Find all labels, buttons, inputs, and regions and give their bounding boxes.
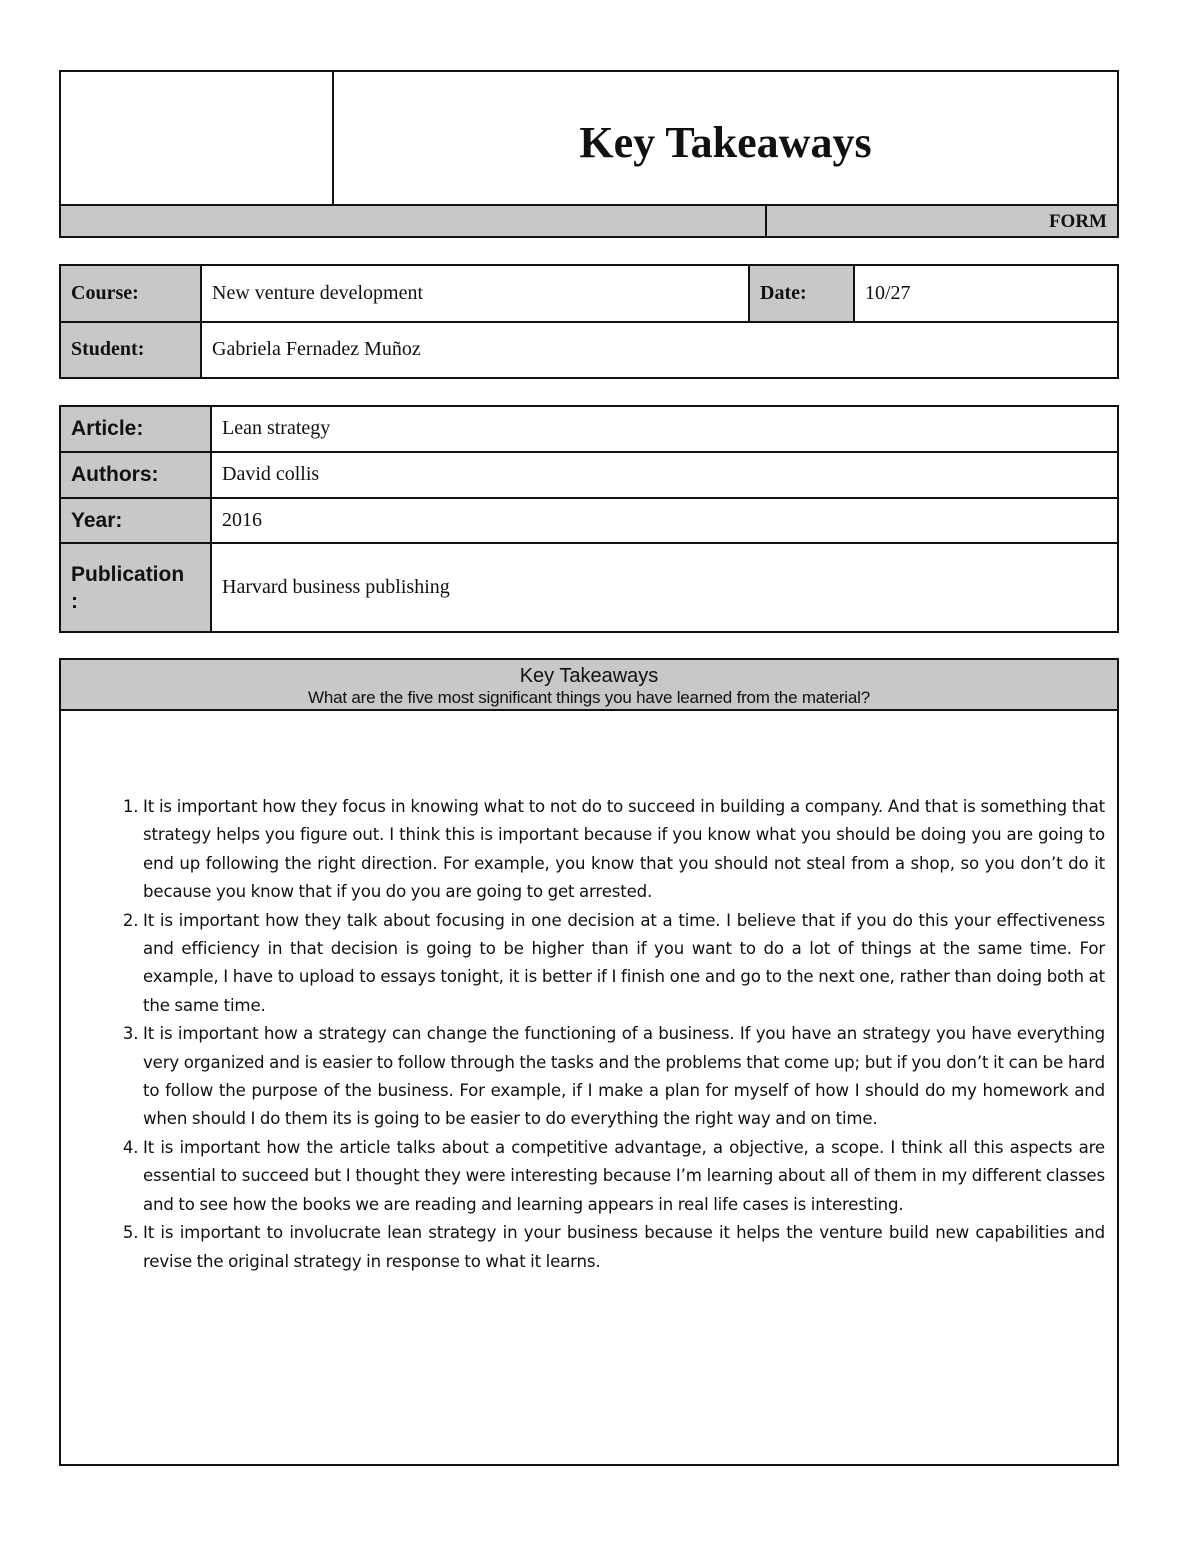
student-value: Gabriela Fernadez Muñoz [201, 322, 1118, 379]
takeaway-item-2: 2. It is important how they talk about focusing in one decision at a time. I believe that if you do this your effectiveness and efficiency in that decision is going to be higher than if you want to do a lot of things at the same time. For example, I have to upload to essays tonight, it is better if I finish one and go to the next one, rather than doing both at the same time. [143, 907, 1105, 1021]
course-info-table [59, 264, 1119, 379]
logo-placeholder [61, 72, 334, 204]
publication-value: Harvard business publishing [211, 543, 1118, 632]
publication-label: Publication : [60, 543, 211, 632]
header-band-left [61, 204, 767, 236]
authors-row [60, 452, 1118, 498]
student-label: Student: [60, 322, 201, 379]
article-label: Article: [60, 406, 211, 452]
page-title: Key Takeaways [579, 117, 872, 167]
page-title-cell [334, 72, 1117, 204]
course-value: New venture development [201, 265, 749, 322]
date-label: Date: [749, 265, 854, 322]
year-row [60, 498, 1118, 544]
takeaways-heading: Key Takeaways [519, 665, 659, 687]
takeaways-header [61, 660, 1117, 711]
authors-value: David collis [211, 452, 1118, 498]
takeaways-question: What are the five most significant things you have learned from the material? [308, 688, 870, 707]
takeaway-item-1: 1. It is important how they focus in knowing what to not do to succeed in building a company. And that is something that strategy helps you figure out. I think this is important because if you know what you should be doing you are going to end up following the right direction. For example, you know that you should not steal from a shop, so you don’t do it because you know that if you do you are going to get arrested. [143, 793, 1105, 907]
takeaways-section [59, 658, 1119, 1466]
article-value: Lean strategy [211, 406, 1118, 452]
takeaways-list [101, 793, 1105, 1276]
course-label: Course: [60, 265, 201, 322]
date-value: 10/27 [854, 265, 1118, 322]
article-info-table [59, 405, 1119, 633]
article-row [60, 406, 1118, 452]
takeaway-item-5: 5. It is important to involucrate lean strategy in your business because it helps the venture build new capabilities and revise the original strategy in response to what it learns. [143, 1219, 1105, 1276]
publication-row [60, 543, 1118, 632]
form-header [59, 70, 1119, 238]
takeaway-item-3: 3. It is important how a strategy can change the functioning of a business. If you have an strategy you have everything very organized and is easier to follow through the tasks and the problems that come up; but if you don’t it can be hard to follow the purpose of the business. For example, if I make a plan for myself of how I should do my homework and when should I do them its is going to be easier to do everything the right way and on time. [143, 1020, 1105, 1134]
form-label: FORM [767, 204, 1117, 236]
takeaway-item-4: 4. It is important how the article talks about a competitive advantage, a objective, a scope. I think all this aspects are essential to succeed but I thought they were interesting because I’m learning about all of them in my different classes and to see how the books we are reading and learning appears in real life cases is interesting. [143, 1134, 1105, 1219]
year-value: 2016 [211, 498, 1118, 544]
authors-label: Authors: [60, 452, 211, 498]
year-label: Year: [60, 498, 211, 544]
